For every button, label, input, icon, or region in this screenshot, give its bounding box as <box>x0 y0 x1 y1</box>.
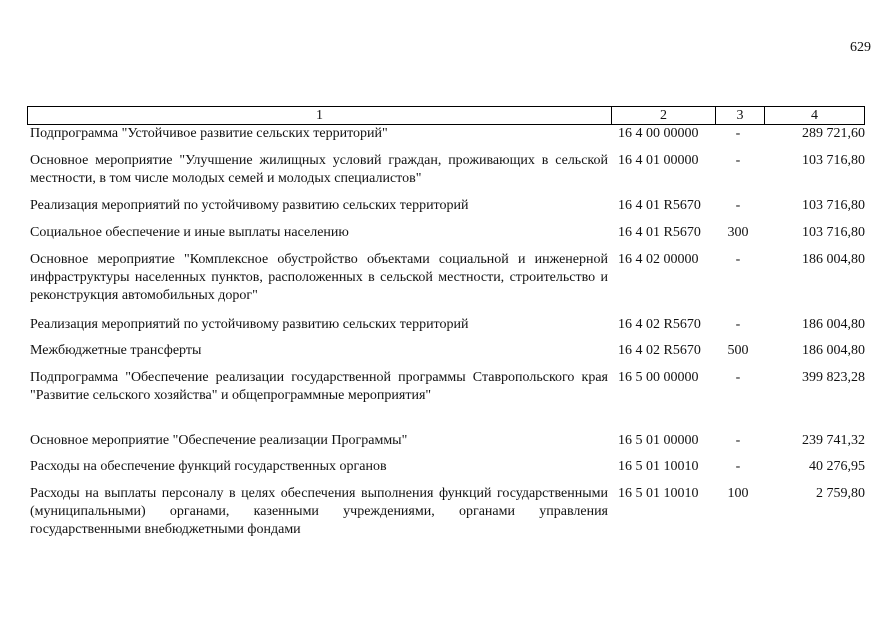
row-code: 16 4 00 00000 <box>618 126 699 141</box>
row-name: Социальное обеспечение и иные выплаты населению <box>30 225 349 240</box>
row-type: - <box>735 317 741 332</box>
row-amount: 186 004,80 <box>802 343 865 358</box>
row-type: - <box>735 198 741 213</box>
row-code: 16 5 01 00000 <box>618 433 699 448</box>
row-code: 16 5 01 10010 <box>618 459 699 474</box>
table-row <box>30 197 865 215</box>
header-col-3: 3 <box>716 107 765 124</box>
table-row <box>30 125 865 143</box>
row-type: - <box>735 459 741 474</box>
row-name: Расходы на выплаты персоналу в целях обеспечения выполнения функций государственными (муниципальными) органами, казенными учреждениями, органами управления государственными внебюджетными фондами <box>30 486 608 537</box>
row-amount: 239 741,32 <box>802 433 865 448</box>
row-amount: 103 716,80 <box>802 225 865 240</box>
header-col-4: 4 <box>811 108 818 123</box>
row-code: 16 5 00 00000 <box>618 370 699 385</box>
row-code: 16 4 02 R5670 <box>618 317 701 332</box>
row-amount: 186 004,80 <box>802 317 865 332</box>
row-name: Реализация мероприятий по устойчивому развитию сельских территорий <box>30 317 469 332</box>
table-row <box>30 342 865 360</box>
table-row <box>30 152 865 188</box>
row-code: 16 4 02 00000 <box>618 252 699 267</box>
row-code: 16 4 01 R5670 <box>618 198 701 213</box>
row-amount: 2 759,80 <box>816 486 865 501</box>
row-name: Основное мероприятие "Обеспечение реализации Программы" <box>30 433 408 448</box>
row-name: Межбюджетные трансферты <box>30 343 202 358</box>
row-amount: 399 823,28 <box>802 370 865 385</box>
table-row <box>30 458 865 476</box>
row-type: - <box>735 126 741 141</box>
table-header <box>27 106 865 125</box>
row-type: 300 <box>727 225 749 240</box>
row-type: - <box>735 433 741 448</box>
table-row <box>30 369 865 405</box>
row-code: 16 4 02 R5670 <box>618 343 701 358</box>
row-code: 16 4 01 R5670 <box>618 225 701 240</box>
row-name: Основное мероприятие "Комплексное обустройство объектами социальной и инженерной инфраструктуры населенных пунктов, расположенных в сельской местности, строительство и реконструкция автомобильных дорог" <box>30 252 608 303</box>
row-type: - <box>735 252 741 267</box>
table-row <box>30 485 865 539</box>
row-amount: 40 276,95 <box>809 459 865 474</box>
table-row <box>30 224 865 242</box>
row-amount: 103 716,80 <box>802 153 865 168</box>
row-name: Подпрограмма "Обеспечение реализации государственной программы Ставропольского края "Развитие сельского хозяйства" и общепрограммные мероприятия" <box>30 370 608 403</box>
row-amount: 103 716,80 <box>802 198 865 213</box>
row-amount: 186 004,80 <box>802 252 865 267</box>
row-name: Расходы на обеспечение функций государственных органов <box>30 459 387 474</box>
header-col-1: 1 <box>28 107 612 124</box>
row-code: 16 4 01 00000 <box>618 153 699 168</box>
table-row <box>30 316 865 334</box>
row-name: Подпрограмма "Устойчивое развитие сельских территорий" <box>30 126 388 141</box>
page-number: 629 <box>850 40 871 55</box>
header-col-2: 2 <box>612 107 716 124</box>
row-type: 100 <box>727 486 749 501</box>
row-type: - <box>735 153 741 168</box>
row-name: Реализация мероприятий по устойчивому развитию сельских территорий <box>30 198 469 213</box>
table-row <box>30 432 865 450</box>
row-type: 500 <box>727 343 749 358</box>
row-type: - <box>735 370 741 385</box>
table-row <box>30 251 865 305</box>
row-code: 16 5 01 10010 <box>618 486 699 501</box>
row-name: Основное мероприятие "Улучшение жилищных условий граждан, проживающих в сельской местности, в том числе молодых семей и молодых специалистов" <box>30 153 608 186</box>
row-amount: 289 721,60 <box>802 126 865 141</box>
